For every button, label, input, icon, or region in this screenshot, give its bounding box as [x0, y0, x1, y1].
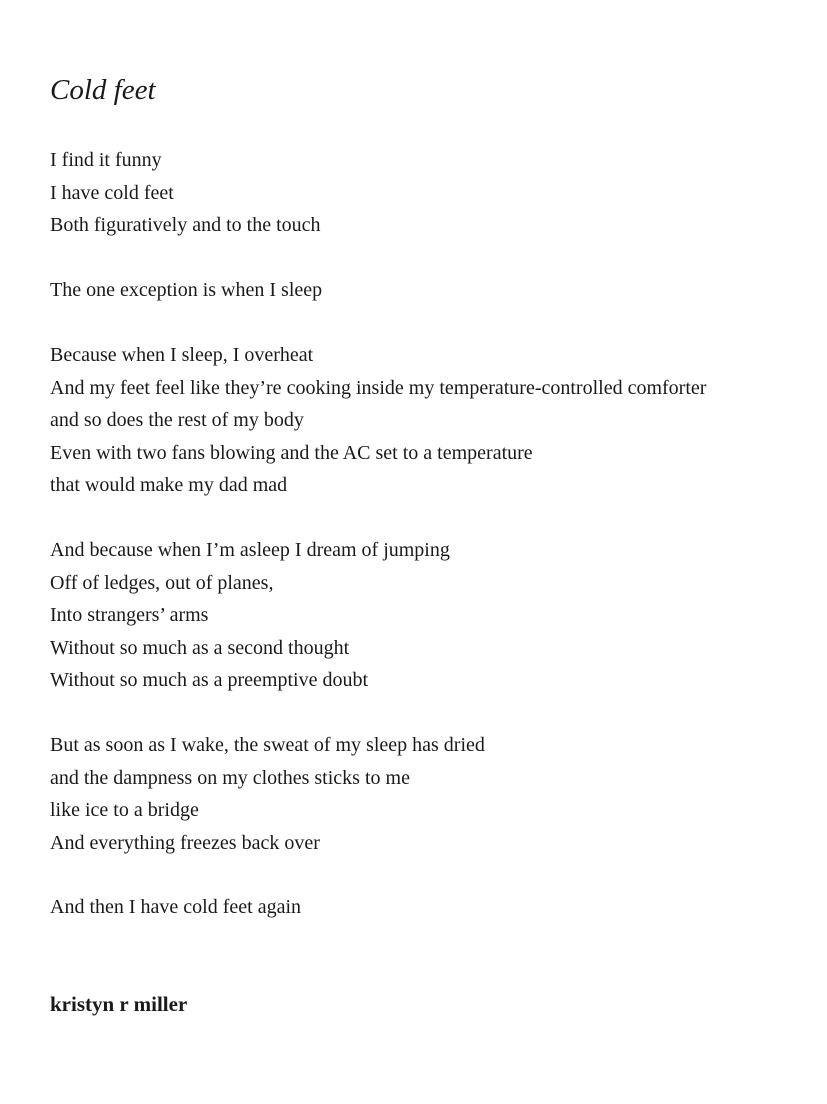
poem-line: Off of ledges, out of planes, — [50, 571, 274, 594]
stanza-5 — [50, 729, 485, 859]
stanza-6 — [50, 891, 301, 924]
poem-line: Even with two fans blowing and the AC set to a temperature — [50, 441, 533, 464]
poem-line: And my feet feel like they’re cooking inside my temperature-controlled comforter — [50, 376, 707, 399]
poem-line: Into strangers’ arms — [50, 604, 209, 627]
poem-author: kristyn r miller — [50, 992, 188, 1016]
poem-line: And because when I’m asleep I dream of jumping — [50, 539, 450, 561]
poem-line: Without so much as a preemptive doubt — [50, 669, 369, 692]
poem-line: Both figuratively and to the touch — [50, 214, 321, 237]
poem-line: I have cold feet — [50, 181, 174, 204]
stanza-4 — [50, 534, 450, 697]
poem-line: Without so much as a second thought — [50, 636, 350, 659]
stanza-2 — [50, 274, 322, 307]
poem-line: I find it funny — [50, 149, 162, 171]
poem-line: And everything freezes back over — [50, 831, 320, 854]
poem-line: Because when I sleep, I overheat — [50, 344, 314, 366]
poem-line: and the dampness on my clothes sticks to me — [50, 766, 410, 789]
poem-line: that would make my dad mad — [50, 474, 288, 497]
stanza-1 — [50, 144, 321, 242]
stanza-3 — [50, 339, 706, 502]
poem-line: The one exception is when I sleep — [50, 279, 323, 301]
poem-line: But as soon as I wake, the sweat of my sleep has dried — [50, 734, 485, 756]
poem-line: and so does the rest of my body — [50, 409, 304, 432]
poem-line: And then I have cold feet again — [50, 896, 302, 918]
poem-title: Cold feet — [50, 74, 156, 106]
poem-line: like ice to a bridge — [50, 799, 199, 822]
